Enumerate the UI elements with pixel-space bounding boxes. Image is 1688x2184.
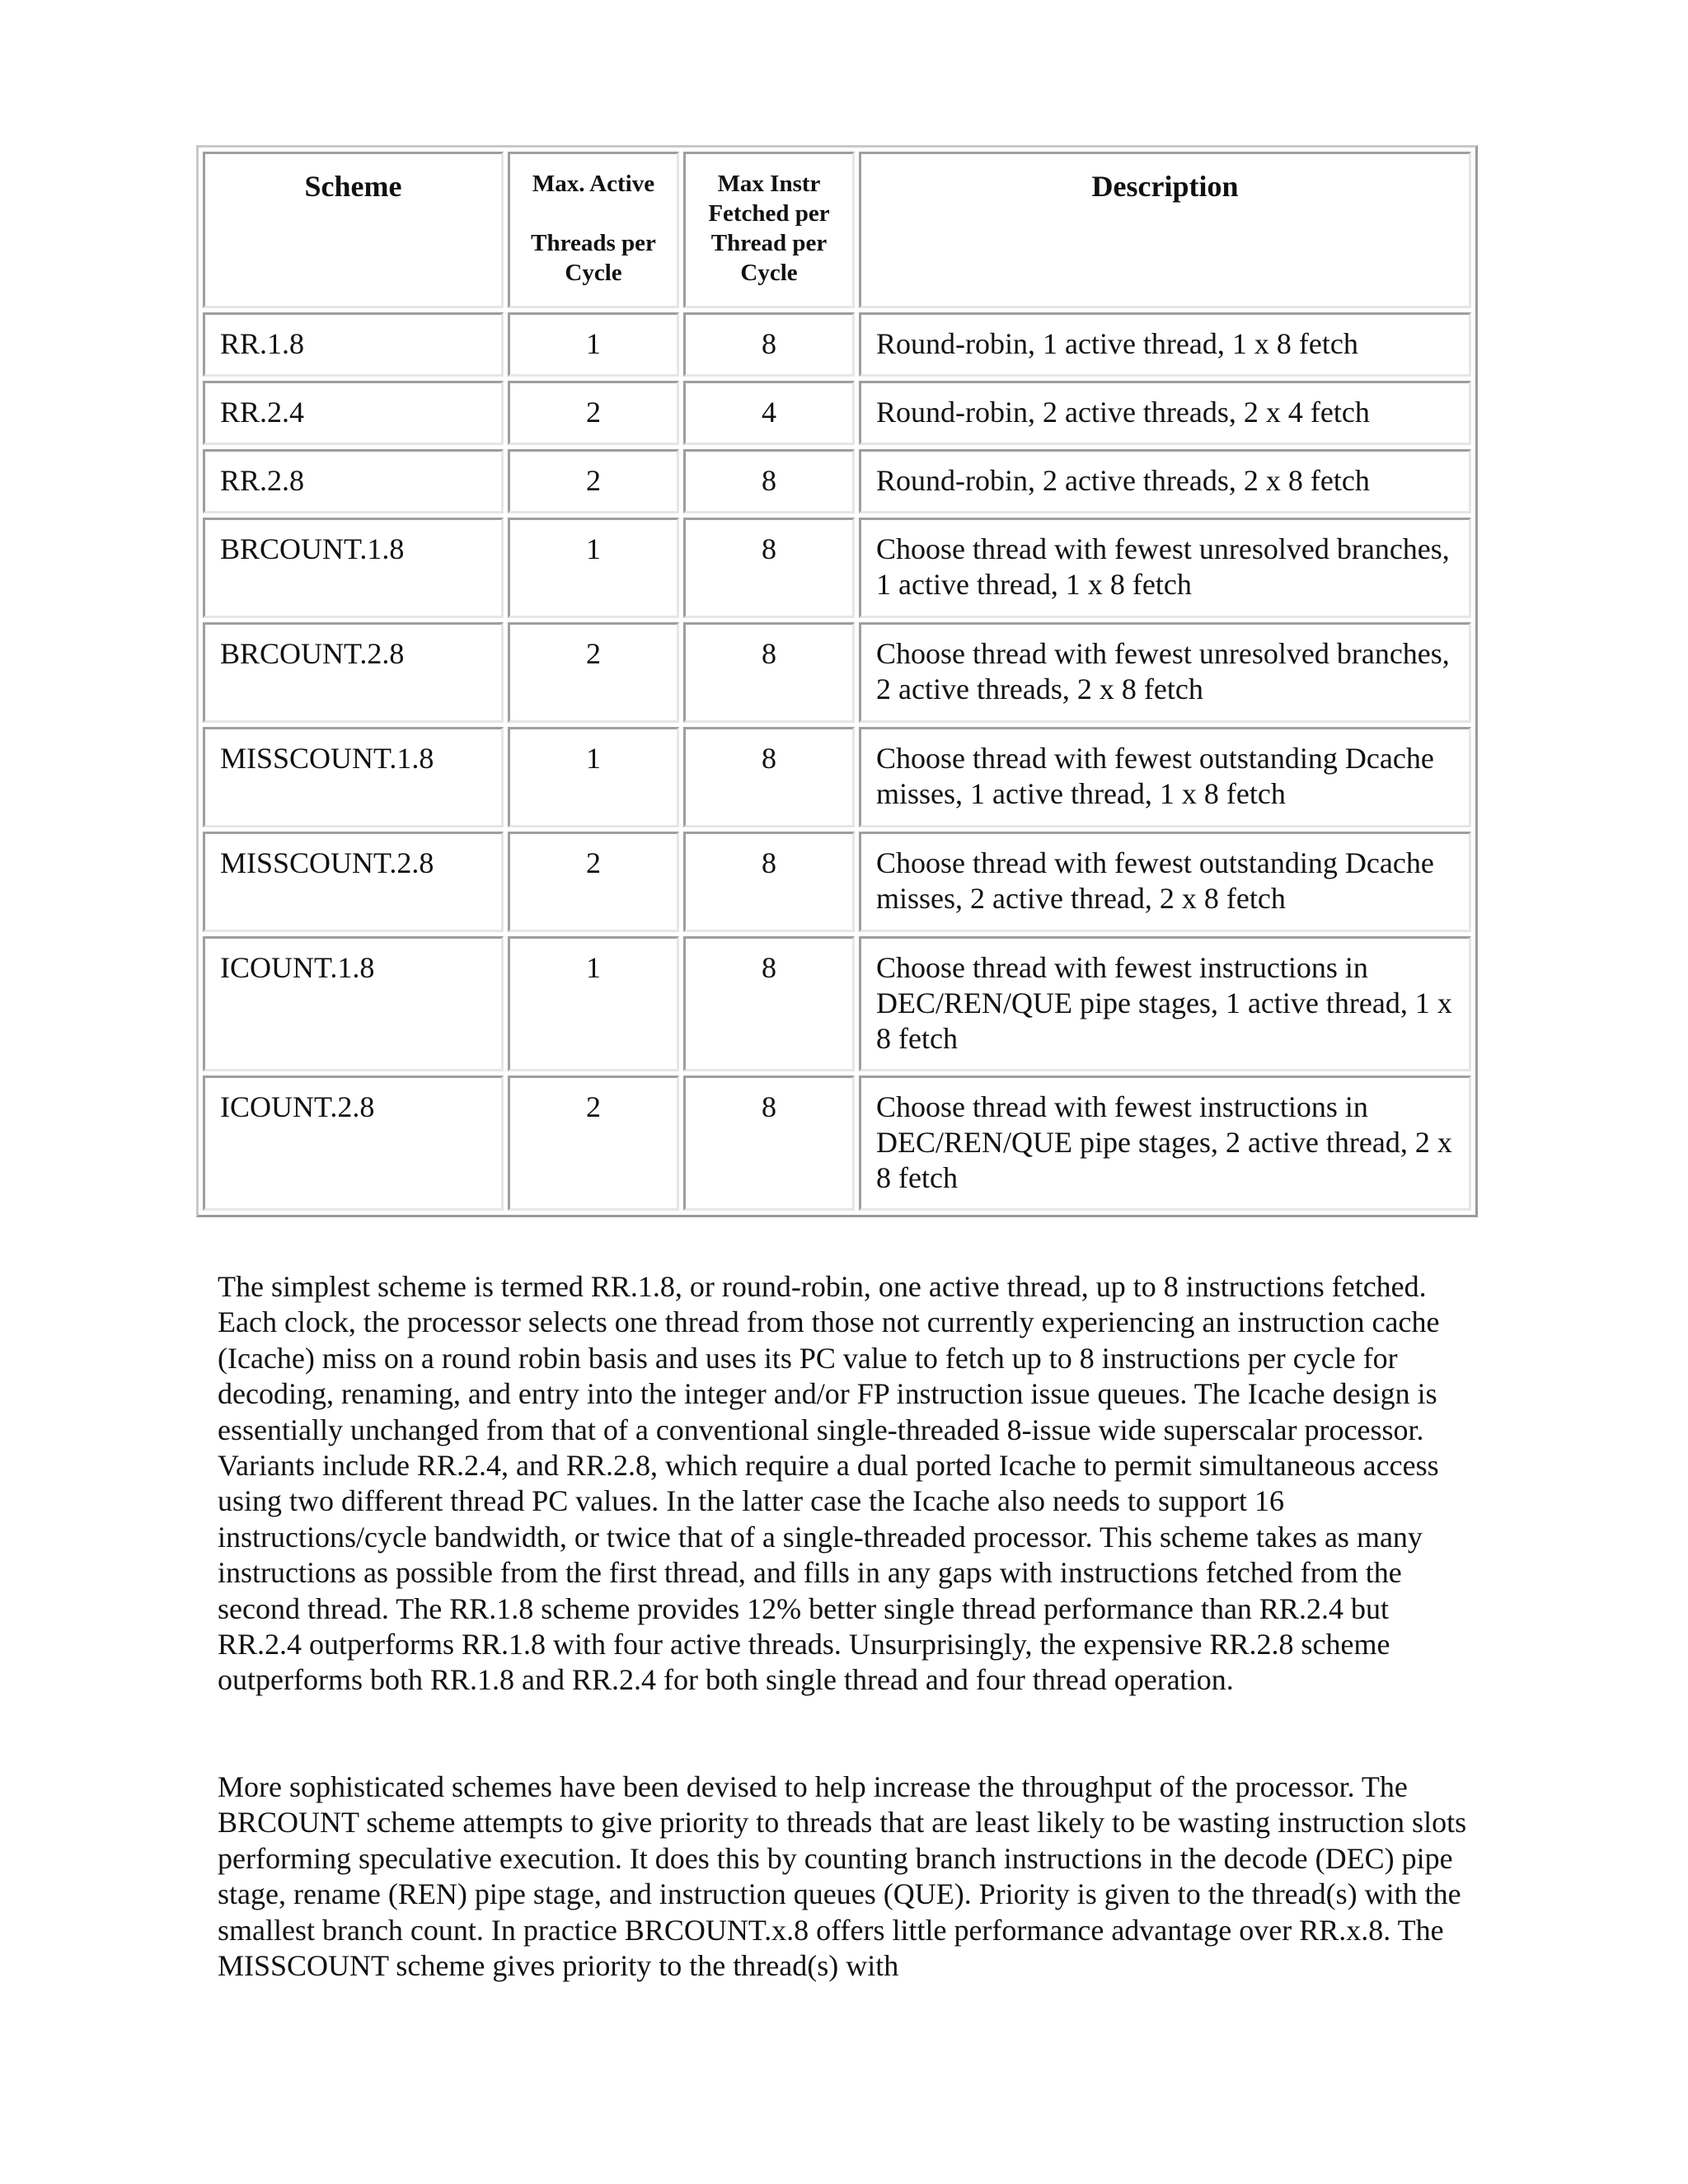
table-row bbox=[203, 312, 1471, 377]
scheme-name-cell: ICOUNT.1.8 bbox=[203, 936, 504, 1071]
description-cell: Choose thread with fewest outstanding Dcache misses, 2 active thread, 2 x 8 fetch bbox=[859, 832, 1471, 932]
scheme-name-cell: RR.2.8 bbox=[203, 449, 504, 513]
scheme-name-cell: BRCOUNT.2.8 bbox=[203, 622, 504, 723]
description-cell: Choose thread with fewest instructions in DEC/REN/QUE pipe stages, 1 active thread, 1 x 8 fetch bbox=[859, 936, 1471, 1071]
table-row bbox=[203, 727, 1471, 827]
max-active-threads-cell: 2 bbox=[508, 1076, 679, 1211]
header-max-active-threads bbox=[508, 152, 679, 308]
scheme-name-cell: RR.2.4 bbox=[203, 381, 504, 445]
max-active-threads-cell: 1 bbox=[508, 312, 679, 377]
max-instr-fetched-cell: 8 bbox=[683, 1076, 855, 1211]
scheme-name-cell: ICOUNT.2.8 bbox=[203, 1076, 504, 1211]
max-instr-fetched-cell: 8 bbox=[683, 936, 855, 1071]
max-active-threads-cell: 1 bbox=[508, 936, 679, 1071]
scheme-name-cell: MISSCOUNT.1.8 bbox=[203, 727, 504, 827]
description-cell: Choose thread with fewest unresolved branches, 1 active thread, 1 x 8 fetch bbox=[859, 518, 1471, 618]
max-active-threads-cell: 2 bbox=[508, 622, 679, 723]
table-row bbox=[203, 832, 1471, 932]
paragraph-round-robin: The simplest scheme is termed RR.1.8, or round-robin, one active thread, up to 8 instructions fetched. Each clock, the processor selects one thread from those not currently experiencing an instruction cache (Icache) miss on a round robin basis and uses its PC value to fetch up to 8 instructions per cycle for decoding, renaming, and entry into the integer and/or FP instruction issue queues. The Icache design is essentially unchanged from that of a conventional single-threaded 8-issue wide superscalar processor. Variants include RR.2.4, and RR.2.8, which require a dual ported Icache to permit simultaneous access using two different thread PC values. In the latter case the Icache also needs to support 16 instructions/cycle bandwidth, or twice that of a single-threaded processor. This scheme takes as many instructions as possible from the first thread, and fills in any gaps with instructions fetched from the second thread. The RR.1.8 scheme provides 12% better single thread performance than RR.2.4 but RR.2.4 outperforms RR.1.8 with four active threads. Unsurprisingly, the expensive RR.2.8 scheme outperforms both RR.1.8 and RR.2.4 for both single thread and four thread operation. bbox=[218, 1270, 1440, 1697]
max-active-threads-cell: 1 bbox=[508, 518, 679, 618]
description-cell: Choose thread with fewest instructions in DEC/REN/QUE pipe stages, 2 active thread, 2 x 8 fetch bbox=[859, 1076, 1471, 1211]
max-instr-fetched-cell: 8 bbox=[683, 518, 855, 618]
max-active-threads-cell: 1 bbox=[508, 727, 679, 827]
paragraph-sophisticated-schemes: More sophisticated schemes have been devised to help increase the throughput of the processor. The BRCOUNT scheme attempts to give priority to threads that are least likely to be wasting instruction slots performing speculative execution. It does this by counting branch instructions in the decode (DEC) pipe stage, rename (REN) pipe stage, and instruction queues (QUE). Priority is given to the thread(s) with the smallest branch count. In practice BRCOUNT.x.8 offers little performance advantage over RR.x.8. The MISSCOUNT scheme gives priority to the thread(s) with bbox=[218, 1770, 1467, 1983]
max-active-threads-cell: 2 bbox=[508, 381, 679, 445]
max-active-threads-cell: 2 bbox=[508, 832, 679, 932]
table-row bbox=[203, 936, 1471, 1071]
max-instr-fetched-cell: 8 bbox=[683, 832, 855, 932]
description-cell: Choose thread with fewest unresolved branches, 2 active threads, 2 x 8 fetch bbox=[859, 622, 1471, 723]
description-cell: Choose thread with fewest outstanding Dcache misses, 1 active thread, 1 x 8 fetch bbox=[859, 727, 1471, 827]
fetch-scheme-table bbox=[196, 145, 1478, 1217]
description-cell: Round-robin, 1 active thread, 1 x 8 fetch bbox=[859, 312, 1471, 377]
table-row bbox=[203, 518, 1471, 618]
header-max-active-line1: Max. Active bbox=[532, 171, 655, 197]
max-instr-fetched-cell: 8 bbox=[683, 622, 855, 723]
header-scheme: Scheme bbox=[203, 152, 504, 308]
scheme-name-cell: RR.1.8 bbox=[203, 312, 504, 377]
description-cell: Round-robin, 2 active threads, 2 x 4 fetch bbox=[859, 381, 1471, 445]
table-row bbox=[203, 381, 1471, 445]
max-instr-fetched-cell: 8 bbox=[683, 727, 855, 827]
max-instr-fetched-cell: 8 bbox=[683, 312, 855, 377]
table-row bbox=[203, 1076, 1471, 1211]
scheme-name-cell: MISSCOUNT.2.8 bbox=[203, 832, 504, 932]
max-instr-fetched-cell: 4 bbox=[683, 381, 855, 445]
description-cell: Round-robin, 2 active threads, 2 x 8 fetch bbox=[859, 449, 1471, 513]
table-row bbox=[203, 622, 1471, 723]
scheme-name-cell: BRCOUNT.1.8 bbox=[203, 518, 504, 618]
table-header-row bbox=[203, 152, 1471, 308]
header-description: Description bbox=[859, 152, 1471, 308]
header-max-instr-fetched: Max Instr Fetched per Thread per Cycle bbox=[683, 152, 855, 308]
max-instr-fetched-cell: 8 bbox=[683, 449, 855, 513]
max-active-threads-cell: 2 bbox=[508, 449, 679, 513]
table-row bbox=[203, 449, 1471, 513]
header-max-active-line2: Threads per Cycle bbox=[531, 230, 656, 286]
table-body bbox=[203, 312, 1471, 1211]
